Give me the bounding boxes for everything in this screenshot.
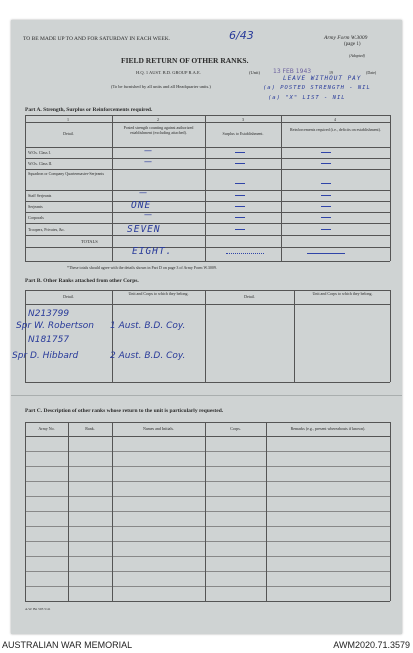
archive-footer: [0, 637, 413, 653]
surplus-dash: [235, 217, 245, 218]
surplus-dash: [235, 195, 245, 196]
note-x-list: (a) "X" LIST - NIL: [268, 95, 346, 101]
surplus-dash: [235, 206, 245, 207]
surplus-dash: [235, 152, 245, 153]
printer-mark: A.W. Bn 503 5/41: [25, 607, 51, 611]
reinforcements-dash: [321, 152, 331, 153]
reinforcements-dash: [321, 217, 331, 218]
attached-2-number: N181757: [28, 335, 70, 345]
posted-wo-class-2: —: [144, 157, 152, 166]
row-label-totals: TOTALS: [81, 239, 98, 244]
surplus-dash: [235, 229, 245, 230]
reinforcements-dash: [321, 195, 331, 196]
col-header-reinforcements: Reinforcements required (i.e., deficits on establishment).: [290, 127, 381, 132]
part-c-col-army-no: Army No.: [38, 426, 55, 431]
posted-troopers-privates: SEVEN: [127, 224, 161, 235]
part-b-col-detail-1: Detail.: [63, 294, 74, 299]
note-leave-without-pay: LEAVE WITHOUT PAY: [283, 75, 362, 82]
col-header-detail: Detail.: [63, 131, 74, 136]
row-label-troopers-privates: Troopers, Privates, &c.: [28, 227, 66, 232]
fold-line: [11, 395, 402, 396]
part-c-col-corps: Corps.: [230, 426, 241, 431]
part-a-heading: Part A. Strength, Surplus or Reinforcements required.: [25, 107, 153, 113]
col-number-3: 3: [242, 117, 244, 122]
note-posted-strength: (a) POSTED STRENGTH - NIL: [263, 85, 371, 91]
page-number: (page 1): [344, 42, 361, 47]
row-label-serjeants: Serjeants: [28, 204, 43, 209]
reinforcements-dash: [321, 229, 331, 230]
posted-serjeants: ONE: [131, 200, 152, 211]
col-header-surplus: Surplus to Establishment.: [222, 131, 264, 136]
date-label: (Date): [366, 70, 377, 75]
posted-corporals: —: [144, 210, 152, 219]
surplus-total-dash: [226, 253, 264, 254]
part-b-col-detail-2: Detail.: [244, 294, 255, 299]
col-header-posted-strength: Posted strength counting against authorized establishment (excluding attached).: [123, 125, 194, 135]
posted-wo-class-1: —: [144, 146, 152, 155]
row-label-staff-serjeants: Staff Serjeants: [28, 193, 52, 198]
attached-1-name: Spr W. Robertson: [16, 321, 95, 331]
col-number-4: 4: [334, 117, 336, 122]
unit-label: (Unit): [249, 70, 260, 75]
row-label-wo-class-2: W.Os. Class II.: [28, 161, 53, 166]
row-label-wo-class-1: W.Os. Class I.: [28, 150, 51, 155]
part-b-heading: Part B. Other Ranks attached from other Corps.: [25, 278, 139, 284]
reinforcements-total-dash: [307, 253, 345, 254]
part-c-col-rank: Rank.: [85, 426, 95, 431]
adapted-label: (Adapted): [349, 53, 365, 58]
surplus-dash: [235, 183, 245, 184]
form-title: FIELD RETURN OF OTHER RANKS.: [121, 56, 249, 65]
attached-1-number: N213799: [28, 309, 70, 319]
reinforcements-dash: [321, 163, 331, 164]
col-number-2: 2: [157, 117, 159, 122]
attached-1-unit: 1 Aust. B.D. Coy.: [110, 321, 186, 331]
row-label-corporals: Corporals: [28, 215, 44, 220]
date-stamp: 13 FEB 1943: [273, 68, 312, 75]
handwritten-reference: 6/43: [229, 29, 254, 42]
form-paper: [11, 20, 402, 634]
surplus-dash: [235, 163, 245, 164]
part-c-col-remarks: Remarks (e.g., present whereabouts if known).: [290, 426, 366, 431]
unit-value: H.Q. 1 AUST. B.D. GROUP R.A.E.: [136, 70, 201, 75]
part-a-footnote: *These totals should agree with the details shown in Part D on page 3 of Army Form W.3009.: [67, 265, 217, 270]
archive-accession-number: AWM2020.71.3579: [333, 640, 410, 650]
army-form-number: Army Form W.3009: [324, 35, 368, 41]
furnish-note: (To be furnished by all units and all Headquarter units.): [111, 84, 211, 89]
attached-2-name: Spr D. Hibbard: [12, 351, 79, 361]
reinforcements-dash: [321, 183, 331, 184]
row-label-cqms: Squadron or Company Quartermaster-Serjeants: [28, 171, 105, 176]
reinforcements-dash: [321, 206, 331, 207]
part-c-col-names: Names and Initials.: [143, 426, 174, 431]
posted-totals: EIGHT.: [132, 246, 173, 257]
attached-2-unit: 2 Aust. B.D. Coy.: [110, 351, 186, 361]
col-number-1: 1: [67, 117, 69, 122]
posted-staff-serjeants: —: [139, 188, 147, 197]
part-a-top-rule: [25, 115, 390, 116]
archive-name: AUSTRALIAN WAR MEMORIAL: [2, 640, 133, 650]
part-b-col-unit-2: Unit and Corps to which they belong.: [312, 291, 373, 296]
part-c-heading: Part C. Description of other ranks whose return to the unit is particularly requested.: [25, 408, 224, 414]
date-year-suffix: 19: [329, 70, 333, 75]
make-up-note: TO BE MADE UP TO AND FOR SATURDAY IN EACH WEEK.: [23, 36, 171, 42]
part-b-col-unit-1: Unit and Corps to which they belong.: [128, 291, 189, 296]
